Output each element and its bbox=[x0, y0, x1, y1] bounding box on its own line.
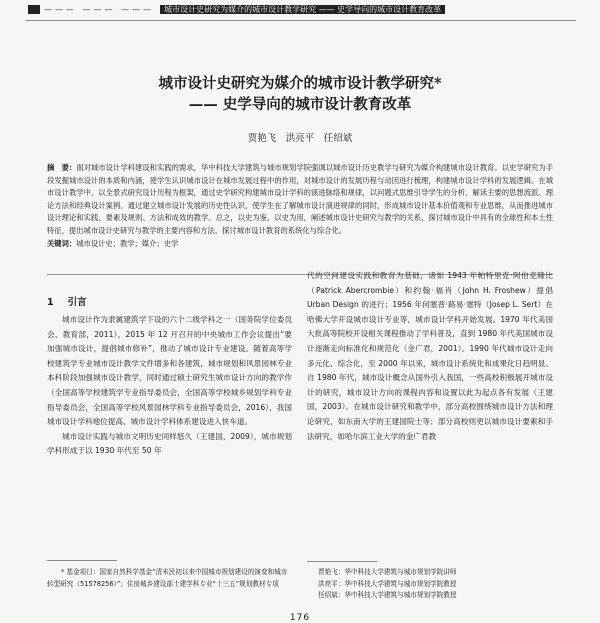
author-list: 贾艳飞 洪亮平 任绍斌 bbox=[247, 133, 353, 144]
author-affiliation: 贾艳飞：华中科技大学建筑与城市规划学院讲师 bbox=[318, 568, 457, 576]
section-title: 引言 bbox=[67, 297, 87, 308]
article-subtitle: —— 史学导向的城市设计教育改革 bbox=[188, 96, 412, 113]
left-column bbox=[47, 313, 292, 459]
running-header bbox=[28, 3, 576, 17]
footnote-rule-left bbox=[47, 560, 117, 561]
abstract-block bbox=[47, 162, 553, 250]
abstract-text: 面对城市设计学科建设和实践的需求，华中科技大学建筑与城市规划学院强调以城市设计历史教学与研究为媒介构建城市设计教育。以史学研究为手段发掘城市设计的本质和内涵，使学生认识城市设计在城市发展过程中的作用，对城市设计的发展历程与动因进行梳理，构建城市设计学科的发展逻辑。在城市设计教学中，以全景式研究设计历程为框架，通过史学研究构建城市设计学科的演进脉络和规律，以问题式思维引导学生的分析，解读主要的思想流派、理论方法和经典设计案例。通过建立城市设计发展的历史性认识，使学生在了解城市设计演进规律的同时，形成城市设计基本价值观和专业思维，从而推进城市设计理论和实践、要素及规则、方法和成效的教学。总之，以史为鉴，以史为用，阐述城市设计史研究与教学的关系，探讨城市设计中具有的全球性和本土性特征，提出城市设计史研究与教学的主要内容和方法，探讨城市设计教育的系统化与综合化。 bbox=[47, 163, 554, 235]
right-column bbox=[307, 269, 553, 444]
header-rule bbox=[26, 20, 576, 21]
paragraph: 城市设计作为隶属建筑学下设的六个二级学科之一（国务院学位委员会、教育部，2011），2015 年 12 月召开的中央城市工作会议提出“要加强城市设计，提倡城市修补”，推动了城市设计专业建设。随着高等学校建筑学专业城市设计教学文件增多和各建筑、城市规划和风景园林专业本科阶段加强城市设计教学，同时通过硕士研究生城市设计方向的教学作（全国高等学校建筑学专业指导委员会，全国高等学校城乡规划学科专业指导委员会，全国高等学校风景园林学科专业指导委员会，2016），我国城市设计学科地位提高、城市设计学科体系建设进入快车道。 bbox=[47, 315, 292, 427]
funding-footnote-text: * 基金项目：国家自然科学基金“清末民初以来中国城市规划建设的演变和城市转型研究（51578256）”；住房城乡建设部土建学科专业“十三五”规划教材专项 bbox=[47, 568, 288, 588]
paragraph: 代的空间建设实践和教育为基础，诸如 1943 年帕特里克·阿伯克隆比（Patrick Abercrombie）和约翰·福肖（John H. Froshew）提倡 Urban Design 的进行；1956 年何塞普·路易·塞特（Josep L. Sert）在哈佛大学开设城市设计专业等，城市设计学科开始发展。1970 年代美国大批高等院校开设相关课程推动了学科普及，直到 1980 年代美国城市设计逐渐走向标准化和规范化（金广君，2001）。1990 年代城市设计走向多元化、综合化，至 2000 年以来，城市设计系统化和成果化日趋明显。自 1980 年代，城市设计概念从国外引入我国，一些高校积极展开城市设计的研究，城市设计方向的课程内容和设置以此为起点各有发展（王建国，2003）。在城市设计研究和教学中，部分高校围绕城市设计方法和理论研究，如东南大学的王建国院士等；部分高校则更以城市设计要素和手法研究，如哈尔滨工业大学的金广君教 bbox=[307, 271, 553, 441]
author-affiliation: 任绍斌：华中科技大学建筑与城市规划学院教授 bbox=[318, 591, 457, 600]
header-mark-icon bbox=[28, 5, 40, 14]
keywords-text: 城市设计史；教学；媒介；史学 bbox=[76, 238, 179, 248]
running-header-text: 城市设计史研究为媒介的城市设计教学研究 —— 史学导向的城市设计教育改革 bbox=[160, 5, 445, 14]
page-number: 176 bbox=[289, 613, 311, 623]
header-dash-rule: ——— ——— ——— bbox=[44, 5, 155, 14]
author-affiliations bbox=[318, 567, 553, 602]
article-title: 城市设计史研究为媒介的城市设计教学研究* bbox=[158, 75, 442, 92]
footnote-rule-right bbox=[307, 561, 377, 562]
section-heading bbox=[47, 294, 101, 308]
author-affiliation: 洪亮平：华中科技大学建筑与城市规划学院教授 bbox=[318, 579, 457, 588]
section-number: 1 bbox=[47, 297, 54, 308]
abstract-label: 摘 要： bbox=[47, 163, 77, 172]
paragraph: 城市设计实践与城市文明历史同样悠久（王建国，2009），城市规划学科形成于以 1930 年代至 50 年 bbox=[47, 431, 292, 456]
funding-footnote bbox=[47, 567, 292, 590]
keywords-label: 关键词： bbox=[47, 238, 77, 248]
